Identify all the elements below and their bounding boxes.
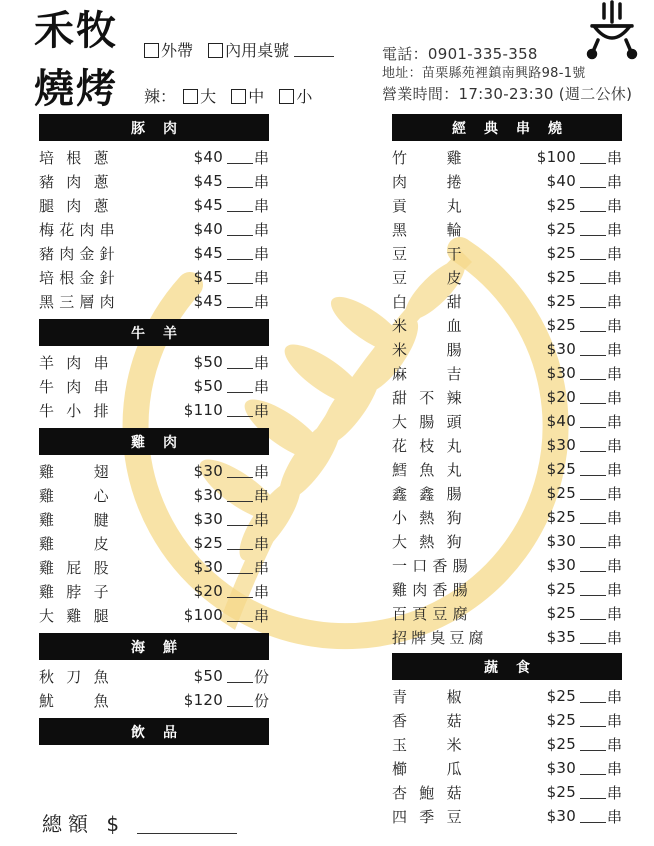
- menu-section: [39, 428, 269, 627]
- menu-item: [39, 374, 269, 398]
- quantity-field[interactable]: [580, 510, 606, 524]
- item-name: 豆 皮: [392, 268, 462, 287]
- item-unit: 串: [606, 783, 622, 802]
- quantity-field[interactable]: [580, 246, 606, 260]
- quantity-field[interactable]: [580, 582, 606, 596]
- menu-section: [39, 319, 269, 422]
- item-unit: 串: [253, 486, 269, 505]
- item-unit: 串: [606, 807, 622, 826]
- section-header: 牛羊: [39, 319, 269, 346]
- item-price: $30: [193, 558, 224, 576]
- spice-large-checkbox[interactable]: [183, 89, 198, 104]
- section-header: 經典串燒: [392, 114, 622, 141]
- item-name: 米 腸: [392, 340, 462, 359]
- item-unit: 串: [253, 196, 269, 215]
- item-price: $25: [546, 687, 577, 705]
- menu-item: [39, 289, 269, 313]
- item-price: $25: [546, 604, 577, 622]
- quantity-field[interactable]: [580, 462, 606, 476]
- address-text: 地址：苗栗縣苑裡鎮南興路98-1號: [382, 66, 586, 81]
- item-name: 梅 花 肉 串: [39, 220, 115, 239]
- quantity-field[interactable]: [580, 486, 606, 500]
- quantity-field[interactable]: [227, 150, 253, 164]
- item-unit: 串: [606, 532, 622, 551]
- item-name: 雞 屁 股: [39, 558, 109, 577]
- item-name: 魷 魚: [39, 691, 109, 710]
- quantity-field[interactable]: [227, 560, 253, 574]
- menu-item: [392, 625, 622, 649]
- dine-in-checkbox[interactable]: [208, 43, 223, 58]
- menu-item: [392, 553, 622, 577]
- menu-item: [392, 529, 622, 553]
- quantity-field[interactable]: [580, 270, 606, 284]
- item-price: $100: [183, 606, 224, 624]
- quantity-field[interactable]: [580, 390, 606, 404]
- item-unit: 串: [253, 353, 269, 372]
- item-price: $30: [546, 436, 577, 454]
- item-price: $45: [193, 172, 224, 190]
- quantity-field[interactable]: [227, 608, 253, 622]
- item-unit: 串: [253, 558, 269, 577]
- quantity-field[interactable]: [580, 366, 606, 380]
- menu-item: [392, 601, 622, 625]
- menu-item: [392, 457, 622, 481]
- item-unit: 串: [606, 484, 622, 503]
- item-unit: 串: [606, 196, 622, 215]
- spice-medium-checkbox[interactable]: [231, 89, 246, 104]
- item-unit: 串: [606, 268, 622, 287]
- menu-item: [392, 289, 622, 313]
- total-amount: [42, 808, 237, 837]
- item-name: 雞 翅: [39, 462, 109, 481]
- item-name: 雞 脖 子: [39, 582, 109, 601]
- menu-item: [392, 684, 622, 708]
- section-header: 雞肉: [39, 428, 269, 455]
- quantity-field[interactable]: [227, 403, 253, 417]
- item-price: $40: [546, 172, 577, 190]
- item-unit: 串: [606, 412, 622, 431]
- menu-section: [392, 114, 622, 649]
- quantity-field[interactable]: [580, 713, 606, 727]
- menu-section: [39, 114, 269, 313]
- item-name: 雞 皮: [39, 534, 109, 553]
- quantity-field[interactable]: [227, 270, 253, 284]
- item-unit: 串: [606, 687, 622, 706]
- menu-item: [392, 409, 622, 433]
- quantity-field[interactable]: [580, 294, 606, 308]
- section-header: 蔬食: [392, 653, 622, 680]
- item-unit: 串: [253, 244, 269, 263]
- item-name: 青 椒: [392, 687, 462, 706]
- item-name: 豬 肉 蔥: [39, 172, 109, 191]
- spice-small-option[interactable]: 小: [279, 84, 312, 107]
- item-name: 百 頁 豆 腐: [392, 604, 468, 623]
- menu-section: [39, 633, 269, 712]
- menu-item: [392, 505, 622, 529]
- logo-line1: 禾牧: [34, 7, 118, 54]
- item-price: $50: [193, 353, 224, 371]
- menu-item: [392, 780, 622, 804]
- item-unit: 串: [253, 292, 269, 311]
- menu-item: [392, 708, 622, 732]
- item-unit: 串: [253, 606, 269, 625]
- item-name: 培 根 金 針: [39, 268, 115, 287]
- item-price: $25: [546, 484, 577, 502]
- quantity-field[interactable]: [227, 584, 253, 598]
- quantity-field[interactable]: [227, 536, 253, 550]
- item-name: 腿 肉 蔥: [39, 196, 109, 215]
- item-unit: 串: [253, 510, 269, 529]
- item-price: $25: [546, 268, 577, 286]
- quantity-field[interactable]: [227, 174, 253, 188]
- quantity-field[interactable]: [580, 761, 606, 775]
- menu-item: [392, 804, 622, 828]
- table-number-field[interactable]: [294, 43, 334, 57]
- item-name: 鑫 鑫 腸: [392, 484, 462, 503]
- quantity-field[interactable]: [227, 355, 253, 369]
- item-price: $25: [546, 292, 577, 310]
- item-price: $25: [546, 196, 577, 214]
- quantity-field[interactable]: [580, 150, 606, 164]
- item-name: 玉 米: [392, 735, 462, 754]
- item-name: 羊 肉 串: [39, 353, 109, 372]
- menu-item: [392, 732, 622, 756]
- menu-item: [392, 385, 622, 409]
- item-name: 豬 肉 金 針: [39, 244, 115, 263]
- item-unit: 串: [253, 268, 269, 287]
- menu-item: [392, 169, 622, 193]
- item-unit: 串: [606, 316, 622, 335]
- item-price: $30: [546, 807, 577, 825]
- item-unit: 串: [606, 172, 622, 191]
- item-unit: 份: [253, 691, 269, 710]
- menu-item: [39, 664, 269, 688]
- item-name: 香 菇: [392, 711, 462, 730]
- item-price: $30: [546, 532, 577, 550]
- item-price: $25: [546, 783, 577, 801]
- menu-item: [392, 361, 622, 385]
- item-name: 雞 腱: [39, 510, 109, 529]
- takeout-option[interactable]: 外帶: [144, 38, 193, 61]
- quantity-field[interactable]: [580, 534, 606, 548]
- item-unit: 串: [606, 388, 622, 407]
- quantity-field[interactable]: [580, 606, 606, 620]
- item-price: $45: [193, 196, 224, 214]
- menu-item: [392, 265, 622, 289]
- total-amount-field[interactable]: [137, 816, 237, 834]
- quantity-field[interactable]: [580, 198, 606, 212]
- item-price: $25: [546, 508, 577, 526]
- quantity-field[interactable]: [580, 414, 606, 428]
- item-price: $25: [546, 220, 577, 238]
- item-name: 小 熱 狗: [392, 508, 462, 527]
- item-price: $30: [546, 556, 577, 574]
- item-name: 培 根 蔥: [39, 148, 109, 167]
- item-price: $30: [193, 486, 224, 504]
- spice-small-checkbox[interactable]: [279, 89, 294, 104]
- item-unit: 份: [253, 667, 269, 686]
- menu-item: [39, 241, 269, 265]
- quantity-field[interactable]: [580, 318, 606, 332]
- item-name: 花 枝 丸: [392, 436, 462, 455]
- item-price: $40: [193, 148, 224, 166]
- menu-item: [39, 350, 269, 374]
- dine-in-option[interactable]: 內用桌號: [208, 38, 334, 61]
- menu-section: [39, 718, 269, 745]
- menu-item: [392, 577, 622, 601]
- item-price: $25: [193, 534, 224, 552]
- item-price: $30: [546, 759, 577, 777]
- menu-item: [39, 555, 269, 579]
- quantity-field[interactable]: [580, 630, 606, 644]
- item-price: $45: [193, 292, 224, 310]
- item-name: 牛 小 排: [39, 401, 109, 420]
- menu-item: [39, 459, 269, 483]
- item-unit: 串: [606, 759, 622, 778]
- item-name: 鱈 魚 丸: [392, 460, 462, 479]
- quantity-field[interactable]: [227, 294, 253, 308]
- item-price: $20: [546, 388, 577, 406]
- logo-line2: 燒烤: [34, 65, 118, 112]
- item-unit: 串: [606, 148, 622, 167]
- item-name: 貢 丸: [392, 196, 462, 215]
- quantity-field[interactable]: [580, 438, 606, 452]
- item-unit: 串: [253, 534, 269, 553]
- item-price: $20: [193, 582, 224, 600]
- order-type-options: [144, 38, 344, 61]
- hours-text: 營業時間：17:30-23:30 (週二公休): [382, 85, 633, 103]
- item-unit: 串: [606, 460, 622, 479]
- quantity-field[interactable]: [580, 689, 606, 703]
- item-price: $25: [546, 735, 577, 753]
- menu-item: [392, 145, 622, 169]
- item-name: 甜 不 辣: [392, 388, 462, 407]
- item-name: 肉 捲: [392, 172, 462, 191]
- item-name: 招 牌 臭 豆 腐: [392, 628, 484, 647]
- menu-item: [39, 507, 269, 531]
- quantity-field[interactable]: [227, 669, 253, 683]
- item-price: $30: [193, 462, 224, 480]
- item-price: $45: [193, 268, 224, 286]
- spice-large-option[interactable]: 大: [183, 84, 216, 107]
- item-unit: 串: [253, 401, 269, 420]
- menu-item: [39, 688, 269, 712]
- item-price: $40: [193, 220, 224, 238]
- item-name: 大 腸 頭: [392, 412, 462, 431]
- item-name: 雞 心: [39, 486, 109, 505]
- menu-item: [392, 756, 622, 780]
- item-name: 牛 肉 串: [39, 377, 109, 396]
- item-name: 秋 刀 魚: [39, 667, 109, 686]
- section-header: 飲品: [39, 718, 269, 745]
- item-price: $110: [183, 401, 224, 419]
- item-name: 一 口 香 腸: [392, 556, 468, 575]
- item-price: $25: [546, 460, 577, 478]
- section-header: 豚肉: [39, 114, 269, 141]
- item-name: 大 熱 狗: [392, 532, 462, 551]
- item-name: 櫛 瓜: [392, 759, 462, 778]
- menu-item: [392, 217, 622, 241]
- item-name: 米 血: [392, 316, 462, 335]
- item-unit: 串: [606, 244, 622, 263]
- item-unit: 串: [606, 604, 622, 623]
- takeout-checkbox[interactable]: [144, 43, 159, 58]
- quantity-field[interactable]: [580, 174, 606, 188]
- menu-item: [39, 145, 269, 169]
- item-price: $100: [536, 148, 577, 166]
- item-name: 黑 輪: [392, 220, 462, 239]
- quantity-field[interactable]: [580, 342, 606, 356]
- menu-item: [39, 483, 269, 507]
- item-unit: 串: [606, 292, 622, 311]
- quantity-field[interactable]: [580, 222, 606, 236]
- item-price: $50: [193, 667, 224, 685]
- item-name: 白 甜: [392, 292, 462, 311]
- menu-item: [39, 217, 269, 241]
- item-unit: 串: [606, 364, 622, 383]
- quantity-field[interactable]: [227, 693, 253, 707]
- item-price: $50: [193, 377, 224, 395]
- spice-options: 辣： 大 中 小: [144, 84, 322, 107]
- spice-medium-option[interactable]: 中: [231, 84, 264, 107]
- item-unit: 串: [253, 220, 269, 239]
- item-price: $30: [546, 340, 577, 358]
- item-unit: 串: [606, 711, 622, 730]
- item-unit: 串: [606, 556, 622, 575]
- quantity-field[interactable]: [227, 198, 253, 212]
- menu-item: [39, 265, 269, 289]
- menu-item: [39, 579, 269, 603]
- menu-item: [392, 433, 622, 457]
- quantity-field[interactable]: [227, 512, 253, 526]
- item-price: $25: [546, 580, 577, 598]
- quantity-field[interactable]: [580, 737, 606, 751]
- quantity-field[interactable]: [227, 246, 253, 260]
- quantity-field[interactable]: [227, 379, 253, 393]
- item-price: $35: [546, 628, 577, 646]
- item-unit: 串: [606, 436, 622, 455]
- quantity-field[interactable]: [580, 785, 606, 799]
- item-unit: 串: [253, 377, 269, 396]
- item-unit: 串: [253, 172, 269, 191]
- quantity-field[interactable]: [580, 809, 606, 823]
- left-menu-column: [39, 114, 269, 749]
- menu-item: [392, 481, 622, 505]
- phone-text: 電話：0901-335-358: [382, 45, 538, 63]
- item-price: $30: [193, 510, 224, 528]
- item-price: $25: [546, 244, 577, 262]
- item-name: 麻 吉: [392, 364, 462, 383]
- menu-item: [39, 531, 269, 555]
- item-unit: 串: [253, 462, 269, 481]
- item-name: 四 季 豆: [392, 807, 462, 826]
- item-unit: 串: [607, 628, 623, 647]
- item-price: $45: [193, 244, 224, 262]
- item-unit: 串: [606, 340, 622, 359]
- quantity-field[interactable]: [580, 558, 606, 572]
- item-price: $40: [546, 412, 577, 430]
- item-unit: 串: [606, 735, 622, 754]
- item-unit: 串: [606, 508, 622, 527]
- quantity-field[interactable]: [227, 222, 253, 236]
- menu-item: [39, 169, 269, 193]
- menu-item: [39, 398, 269, 422]
- quantity-field[interactable]: [227, 488, 253, 502]
- right-menu-column: [392, 114, 622, 828]
- item-unit: 串: [606, 580, 622, 599]
- menu-section: [392, 653, 622, 828]
- menu-item: [392, 337, 622, 361]
- total-label: 總額 $: [42, 812, 126, 836]
- menu-item: [39, 603, 269, 627]
- item-name: 竹 雞: [392, 148, 462, 167]
- item-unit: 串: [606, 220, 622, 239]
- menu-item: [392, 193, 622, 217]
- quantity-field[interactable]: [227, 464, 253, 478]
- item-price: $25: [546, 711, 577, 729]
- menu-item: [392, 241, 622, 265]
- item-price: $30: [546, 364, 577, 382]
- menu-item: [392, 313, 622, 337]
- item-price: $25: [546, 316, 577, 334]
- item-unit: 串: [253, 148, 269, 167]
- item-name: 杏 鮑 菇: [392, 783, 462, 802]
- item-name: 雞 肉 香 腸: [392, 580, 468, 599]
- item-name: 豆 干: [392, 244, 462, 263]
- item-price: $120: [183, 691, 224, 709]
- section-header: 海鮮: [39, 633, 269, 660]
- menu-item: [39, 193, 269, 217]
- item-name: 大 雞 腿: [39, 606, 109, 625]
- item-name: 黑 三 層 肉: [39, 292, 115, 311]
- item-unit: 串: [253, 582, 269, 601]
